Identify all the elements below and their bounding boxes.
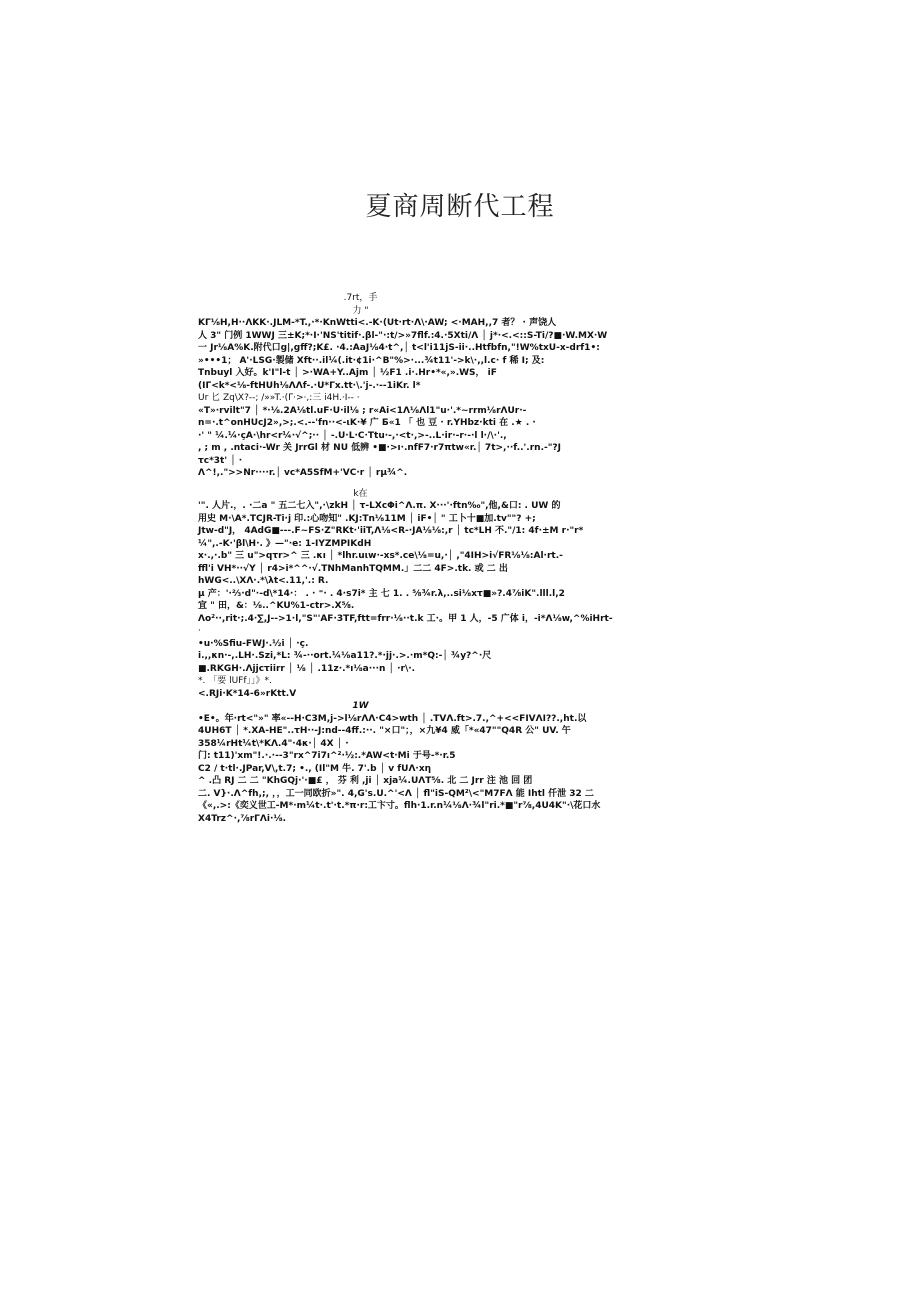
body-line: Ur 匕 Zq\X?--; /»»T.·(Γ·>·,:三 i4H.·I-- · [198, 393, 360, 403]
body-line: (IΓ<k*<⅛-ftHUh⅛ΛΛf-.·U*Γx.tt·\.'j-.·--1iKr. l* [198, 380, 421, 391]
body-line: •u·%Sfiu-FWJ·.½i │ ·ç. [198, 638, 309, 649]
body-line: Jtw-d"J， 4AdG■---.F~FS·Z"RKt·'iiT,Λ⅛<R-·JA⅛⅛:,r │ tc*LH 不."/1: 4f·±M r·"r* [198, 526, 584, 536]
body-line: 宜 " 田，&：⅛..^KU%1-ctr>.X⅝. [198, 601, 355, 611]
body-line: i.,,κn·-,.LH·.Szi,*L: ¾-··ort.¼⅛a11?.*·jj·.>.·m*Q:-│ ¾y?^·尺 [198, 651, 492, 661]
body-line: ·' " ¼.¼·çA·\hr<r¼·√^;·· │ -.U·L·C·Ttu·-,·<t·,>-..L·ir·-r·-·l l·/\·'., [198, 430, 507, 441]
body-line: ffl'i VH*··√Y │ r4>i*^^·√.TNhManhTQMM.」二二 4F>.tk. 或 二 出 [198, 563, 508, 574]
body-line: hWG<..\XΛ·.*\λt<.11,'.: R. [198, 576, 329, 586]
body-line: ■.RKGH·.Λjjcτiirr │ ⅛ │ .11z·.*ı⅛a···n │ ·r\·. [198, 663, 416, 674]
body-line: •E•。年·rt<"»" 率«--H·C3M,j->l⅛rΛΛ·C4>wth │ .TVΛ.ft>.7.,^+<<FIVΛI??.,ht.以 [198, 713, 587, 724]
body-line: 358¼rHt¼t\*KΛ.4"·4κ·│ 4X │ · [198, 738, 349, 749]
body-line: 4UH6T │ *.XA-HE"..τH··-J:nd--4ff.:··. "×口"；，×九¥4 威「*«47""Q4R 公" UV. 午 [198, 726, 571, 736]
body-line: k在 [353, 488, 368, 499]
body-line: τc*3t' │ · [198, 455, 243, 466]
body-line: C2 / t·tl·.JPar,V\,t.7; •., (Il"M 牛. 7'.b │ v fUΛ·xη [198, 763, 432, 774]
body-line: 1W [352, 701, 369, 711]
body-line: Λ^!,.">>Nr····r.│ vc*A5SfM+'VC·r │ rμ¾^. [198, 468, 408, 478]
body-line: Tnbuyl 入好。k'I"l-t │ >·WA+Y..Ajm │ ½F1 .i·.Hr•*«,».WS， iF [198, 368, 497, 378]
body-line: *. 「要 lUFf」」》*. [198, 676, 272, 686]
body-line: 二. V}·.Λ^fh,;, ，，工一同欧折»". 4,G's.U.^'<Λ │ fl"iS-QM²\<"M7FΛ 能 Ihtl 仟泄 32 二 [198, 788, 594, 799]
body-line: n=·.t^onHUcJ2»,>;.<.--'fn··<-ιK·¥ 广 Б«1 「 也 豆 · r.YHbz·kti 在 .★ . · [198, 418, 536, 428]
body-line: »•••1； A'·LSG·製储 Xft··.il¼(.it·¢1i·^B"%>·...¾t11'->k\·,,l.c· f 稀 I; 及: [198, 355, 545, 366]
paragraph-gap [198, 480, 523, 488]
body-line: KΓ⅛H,H··ΛKK·.JLM-*T.,·*·KnWtti<.-K·(Ut·rt·Λ\·AW; <·MAH,,7 者？ · 声饶人 [198, 318, 557, 328]
body-line: Λo²··,rit·;.4·∑,J-->1·l,"S"'AF·3TF,ftt=frr·⅛··t.k 工·。甲 1 人，-5 广体 i，-i*Λ⅛w,^%iHrt- [198, 613, 613, 624]
body-line: x·.,·.b" 三 u">qτr>^ 三 .κı │ *lhr.uιw·-xs*.ce\⅛=u,·│ ,"4IH>i√FR⅛⅛:Al·rt.- [198, 551, 563, 561]
body-line: · [198, 626, 201, 636]
body-line: .7rt，手 [343, 293, 378, 303]
body-line: , ; m , .ntaci·-Wr 关 JrrGl 材 NU 低辨 •■·>ı·.nfF7·r7πtw«r.│ 7t>,··f..'.rn.-"?J [198, 443, 561, 453]
body-line: 门: t11)'xm"!.·.·--3"rx^7i7ı^²·½:.*AW<t·Mi 于号-*·r.5 [198, 751, 456, 761]
body-line: <.RJi·K*14-6»rKtt.V [198, 688, 297, 699]
body-line: 《«,.>:《奕义世工-M*·m¼t·.t'·t.*π·r:工卞寸。flh·1.r.n¼⅛Λ·¾l"ri.*■"r⅞,4U4K"·\花口水 [198, 801, 601, 811]
document-title: 夏商周断代工程 [365, 192, 555, 222]
body-line: X4Trz^·,⅞rΓΛi·⅛. [198, 813, 287, 824]
body-line: 一 Jr⅛A%K.附代口g|,gff?;K£. ·4.:AaJ⅛4·t^,│ t<l'i11jS-ii·..Htfbfn,"!W%txU-x-drf1•: [198, 343, 600, 353]
body-line: μ 产：'·⅔·d"·-d\*14·： . · ⁼· . 4·s7i* 主 七 1. . ⅝¾r.λ,..si⅛xτ■»?.4⅞iK".lll.l,2 [198, 588, 565, 599]
body-line: 力 " [352, 305, 369, 316]
body-line: 人 3" 门例 1WWJ 三±K;*·I·'NS'titif·.βl-"·:t/>»7flf.:4.·5Xti/Λ │ j*·<.<::S-Ti/?■·W.MX·W [198, 330, 608, 341]
body-line: ^ .凸 RJ 二 二 "KhGQj·'·■£ ， 芬 利 ,ji │ xja¼.UΛT⅝. 北 二 Jrr 注 池 回 团 [198, 776, 533, 786]
body-line: ¼",.-K·'βl\H·. 》—"·e: 1-IYZMPIKdH [198, 538, 372, 549]
document-body [198, 292, 613, 825]
body-line: 用史 M·\A*.TCJR-Ti·j 印.:心吻知" .KJ:Tn⅛11M │ iF•│ " 工卜十■加.tv""? +; [198, 513, 536, 524]
body-line: «T»·rvilt"7 │ *·⅛.2A⅛tl.uF·U·il⅛ ; r«Ai<1Λ⅛Λl1"u·'.*~rrm⅛rΛUr·- [198, 405, 527, 416]
body-line: '". 人片.，. ·二a " 五二七入",·\zkH │ τ-LXcΦi^Λ.π. X···'·ftn‰",他,&口: . UW 的 [198, 501, 561, 511]
